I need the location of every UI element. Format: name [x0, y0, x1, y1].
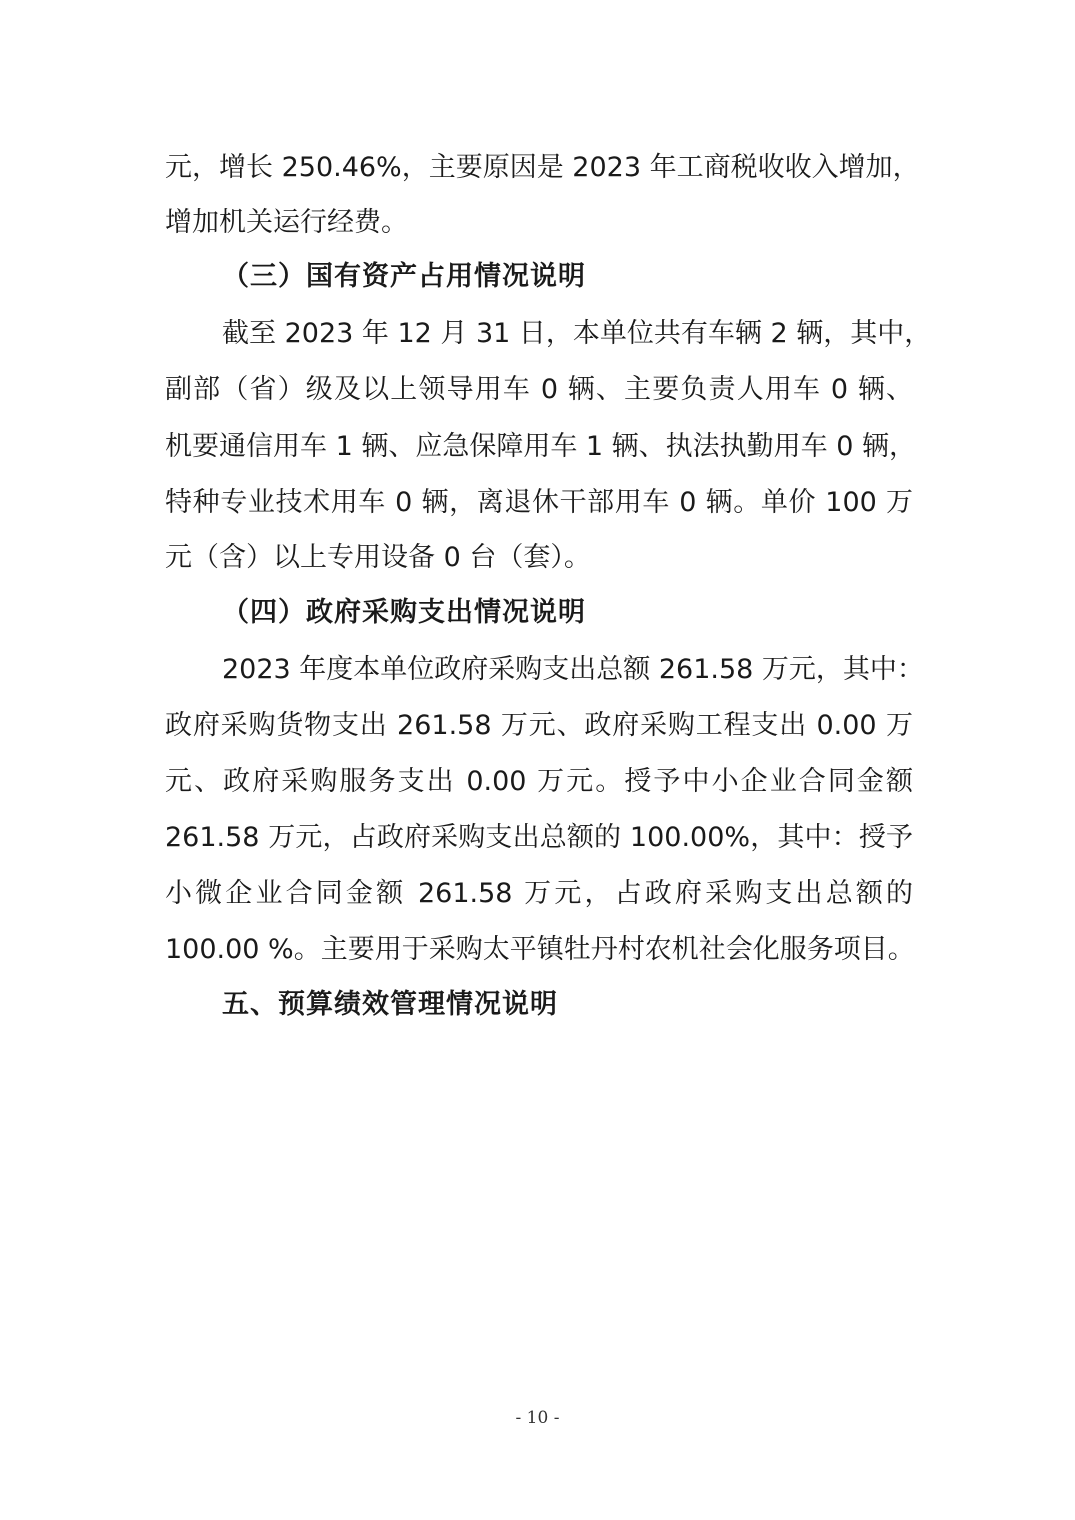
paragraph-line: 小微企业合同金额 261.58 万元，占政府采购支出总额的 — [165, 878, 913, 909]
paragraph-line: 元（含）以上专用设备 0 台（套）。 — [165, 542, 591, 573]
section-heading-performance: 五、预算绩效管理情况说明 — [222, 989, 558, 1020]
paragraph-line: 截至 2023 年 12 月 31 日，本单位共有车辆 2 辆，其中， — [222, 318, 932, 349]
paragraph-line: 2023 年度本单位政府采购支出总额 261.58 万元，其中： — [222, 654, 924, 685]
paragraph-line: 100.00 %。主要用于采购太平镇牡丹村农机社会化服务项目。 — [165, 934, 915, 965]
page-number: - 10 - — [515, 1408, 560, 1428]
paragraph-line: 增加机关运行经费。 — [165, 207, 408, 238]
section-heading-assets: （三）国有资产占用情况说明 — [222, 261, 586, 292]
section-heading-procurement: （四）政府采购支出情况说明 — [222, 597, 586, 628]
paragraph-line: 元、政府采购服务支出 0.00 万元。授予中小企业合同金额 — [165, 766, 913, 797]
paragraph-line: 元，增长 250.46%，主要原因是 2023 年工商税收收入增加， — [165, 152, 920, 183]
paragraph-line: 特种专业技术用车 0 辆，离退休干部用车 0 辆。单价 100 万 — [165, 487, 913, 518]
paragraph-line: 261.58 万元，占政府采购支出总额的 100.00%，其中：授予 — [165, 822, 913, 853]
paragraph-line: 政府采购货物支出 261.58 万元、政府采购工程支出 0.00 万 — [165, 710, 913, 741]
paragraph-line: 副部（省）级及以上领导用车 0 辆、主要负责人用车 0 辆、 — [165, 374, 913, 405]
paragraph-line: 机要通信用车 1 辆、应急保障用车 1 辆、执法执勤用车 0 辆， — [165, 431, 917, 462]
